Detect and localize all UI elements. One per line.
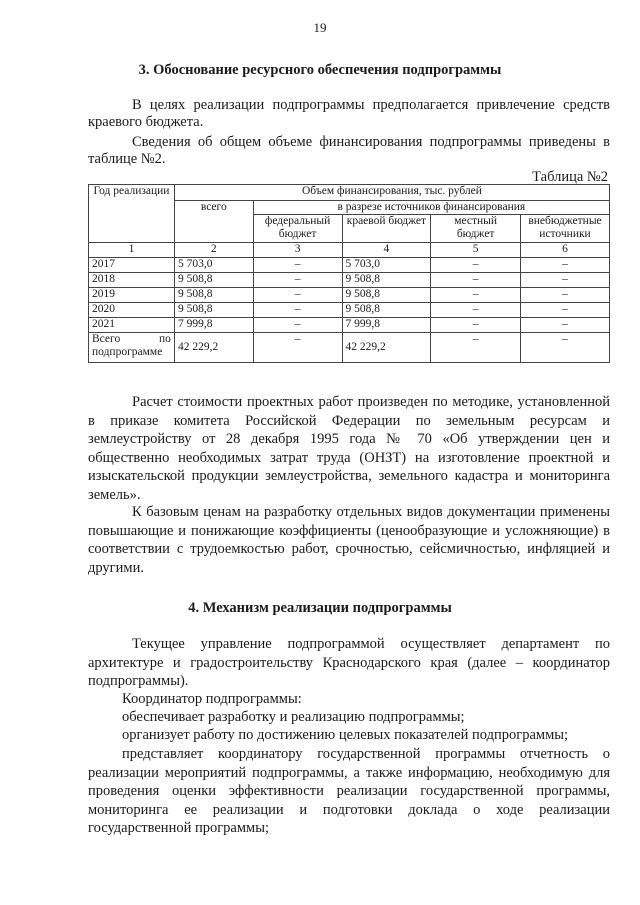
page-number: 19	[313, 20, 327, 35]
total-label-line2: подпрограмме	[92, 346, 163, 358]
total-label-word1: Всего	[92, 333, 121, 345]
cell-total: 7 999,8	[174, 318, 253, 333]
cell-local: –	[431, 318, 521, 333]
cell-extra: –	[521, 288, 610, 303]
cell-federal: –	[253, 303, 342, 318]
table-row	[89, 288, 610, 303]
cell-extra: –	[521, 273, 610, 288]
col-number: 4	[342, 243, 431, 258]
cell-federal: –	[253, 333, 342, 363]
section-4-title: 4. Механизм реализации подпрограммы	[188, 600, 452, 616]
table-row	[89, 273, 610, 288]
header-sources: в разрезе источников финансирования	[253, 201, 609, 215]
header-extrabudget: внебюджетные источники	[521, 215, 610, 243]
cell-year: 2017	[89, 258, 175, 273]
cell-year: 2018	[89, 273, 175, 288]
cell-total: 42 229,2	[174, 333, 253, 363]
table-row	[89, 303, 610, 318]
cell-year: 2019	[89, 288, 175, 303]
cell-year: 2021	[89, 318, 175, 333]
cell-federal: –	[253, 258, 342, 273]
table-row	[89, 258, 610, 273]
cell-extra: –	[521, 333, 610, 363]
table-caption: Таблица №2	[532, 169, 608, 185]
cell-total: 9 508,8	[174, 303, 253, 318]
col-number: 2	[174, 243, 253, 258]
management-paragraph: Текущее управление подпрограммой осуществляет департамент по архитектуре и градостроительству Краснодарского края (далее – координатор подпрограммы).	[88, 636, 610, 689]
section-3-p2-line2: таблице №2.	[88, 151, 166, 167]
col-number: 5	[431, 243, 521, 258]
cell-local: –	[431, 258, 521, 273]
cell-year: 2020	[89, 303, 175, 318]
cell-regional: 42 229,2	[342, 333, 431, 363]
col-number: 6	[521, 243, 610, 258]
section-3-title: 3. Обоснование ресурсного обеспечения подпрограммы	[138, 62, 502, 78]
coefficients-paragraph: К базовым ценам на разработку отдельных видов документации применены повышающие и понижающие коэффициенты (ценообразующие и усложняющие) в соответствии с трудоемкостью работ, срочностью, сейсмичностью, инфляцией и другими.	[88, 504, 610, 576]
total-label-word2: по	[159, 333, 171, 345]
cell-extra: –	[521, 258, 610, 273]
coordinator-line: Координатор подпрограммы:	[122, 691, 302, 707]
organizes-line: организует работу по достижению целевых показателей подпрограммы;	[122, 727, 569, 743]
cell-local: –	[431, 288, 521, 303]
methodology-paragraph: Расчет стоимости проектных работ произведен по методике, установленной в приказе комитета Российской Федерации по земельным ресурсам и землеустройству от 28 декабря 1995 года № 70 «Об утверждении цен и общественно необходимых затрат труда (ОНЗТ) на изготовление проектной и изыскательской продукции землеустройства, земельного кадастра и мониторинга земель».	[88, 394, 610, 503]
presents-paragraph: представляет координатору государственной программы отчетность о реализации мероприятий подпрограммы, а также информацию, необходимую для проведения оценки эффективности реализации государственной программы, мониторинга ее реализации и подготовки доклада о ходе реализации государственной программы;	[88, 746, 610, 836]
header-local: местный бюджет	[431, 215, 521, 243]
header-regional: краевой бюджет	[342, 215, 431, 243]
cell-local: –	[431, 333, 521, 363]
section-3-p2-line1: Сведения об общем объеме финансирования подпрограммы приведены в	[132, 134, 610, 150]
header-volume: Объем финансирования, тыс. рублей	[174, 185, 609, 201]
column-number-row	[89, 243, 610, 258]
cell-regional: 9 508,8	[342, 273, 431, 288]
cell-total-label	[89, 333, 175, 363]
table-total-row	[89, 333, 610, 363]
header-year: Год реализации	[89, 185, 175, 243]
table-row	[89, 318, 610, 333]
cell-regional: 5 703,0	[342, 258, 431, 273]
cell-total: 9 508,8	[174, 273, 253, 288]
header-federal: федеральный бюджет	[253, 215, 342, 243]
section-3-p1-line1: В целях реализации подпрограммы предполагается привлечение средств	[132, 97, 610, 113]
ensures-line: обеспечивает разработку и реализацию подпрограммы;	[122, 709, 465, 725]
cell-federal: –	[253, 288, 342, 303]
cell-total: 5 703,0	[174, 258, 253, 273]
cell-extra: –	[521, 318, 610, 333]
section-3-p1-line2: краевого бюджета.	[88, 114, 204, 130]
col-number: 3	[253, 243, 342, 258]
cell-regional: 7 999,8	[342, 318, 431, 333]
cell-local: –	[431, 303, 521, 318]
col-number: 1	[89, 243, 175, 258]
cell-federal: –	[253, 273, 342, 288]
cell-regional: 9 508,8	[342, 303, 431, 318]
financing-table	[88, 184, 610, 363]
cell-extra: –	[521, 303, 610, 318]
cell-local: –	[431, 273, 521, 288]
cell-total: 9 508,8	[174, 288, 253, 303]
header-total: всего	[174, 201, 253, 243]
cell-federal: –	[253, 318, 342, 333]
cell-regional: 9 508,8	[342, 288, 431, 303]
